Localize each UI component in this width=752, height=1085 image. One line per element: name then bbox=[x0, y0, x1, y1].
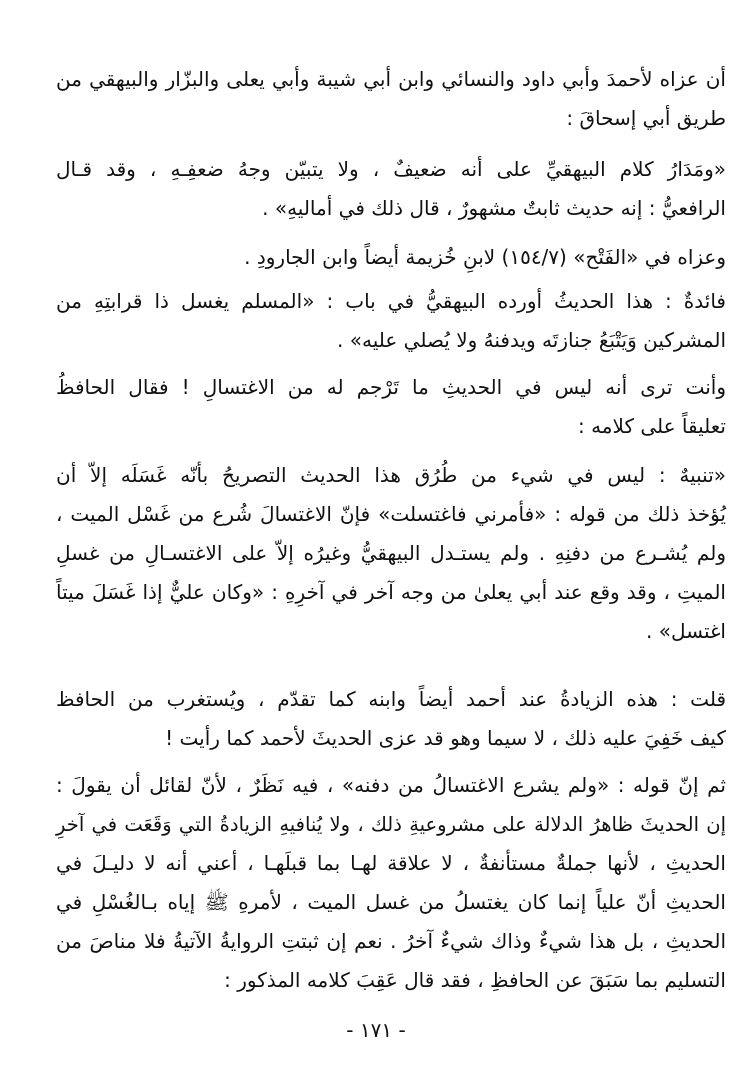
text-line: المشركين وَيَتْبَعُ جنازتَه ويدفنهُ ولا يُصلي عليه» . bbox=[337, 328, 726, 352]
paragraph-4 bbox=[56, 282, 726, 360]
text-line: ولم يُشـرع من دفنِهِ . ولم يستـدل البيهقيُّ وغيرُه إلاّ على الاغتسـالِ من غسلِ bbox=[56, 541, 726, 565]
paragraph-8 bbox=[56, 766, 726, 1000]
paragraph-3 bbox=[56, 238, 726, 277]
page-number: - ١٧١ - bbox=[346, 1018, 406, 1042]
text-line: طريق أبي إسحاقَ : bbox=[566, 106, 726, 130]
paragraph-5 bbox=[56, 368, 726, 446]
text-line: إن الحديثَ ظاهرُ الدلالة على مشروعيةِ ذلك ، ولا يُنافيهِ الزيادةُ التي وَقَعَت في آخرِ bbox=[56, 813, 726, 836]
text-line: الحديثِ ، بل هذا شيءٌ وذاك شيءٌ آخرُ . نعم إن ثبتتِ الروايةُ الآتيةُ فلا مناصَ من bbox=[56, 929, 726, 953]
text-line: كيف خَفِيَ عليه ذلك ، لا سيما وهو قد عزى الحديثَ لأحمد كما رأيت ! bbox=[165, 726, 726, 750]
text-line: الحديثِ ، لأنها جملةٌ مستأنفةٌ ، لا علاقة لهـا بما قبلَهـا ، أعني أنه لا دليـلَ في bbox=[56, 851, 726, 875]
text-line: الرافعيُّ : إنه حديث ثابتٌ مشهورٌ ، قال ذلك في أماليهِ» . bbox=[262, 196, 726, 220]
text-line: «تنبيهٌ : ليس في شيء من طُرُق هذا الحديث التصريحُ بأنّه غَسَلَه إلاّ أن bbox=[56, 463, 726, 487]
text-line: «ومَدَارُ كلام البيهقيِّ على أنه ضعيفٌ ، ولا يتبيّن وجهُ ضعفِـهِ ، وقد قـال bbox=[56, 157, 726, 181]
text-line: اغتسل» . bbox=[646, 619, 726, 643]
paragraph-2 bbox=[56, 150, 726, 228]
text-line: وأنت ترى أنه ليس في الحديثِ ما تَرْجم له من الاغتسالِ ! فقال الحافظُ bbox=[56, 375, 726, 399]
paragraph-1 bbox=[56, 60, 726, 138]
text-line: تعليقاً على كلامه : bbox=[577, 414, 726, 438]
text-line: قلت : هذه الزيادةُ عند أحمد أيضاً وابنه كما تقدّم ، ويُستغرب من الحافظ bbox=[56, 687, 726, 711]
text-line: فائدةٌ : هذا الحديثُ أورده البيهقيُّ في باب : «المسلم يغسل ذا قرابتِهِ من bbox=[56, 289, 726, 313]
text-line: ثم إنّ قوله : «ولم يشرع الاغتسالُ من دفنه» ، فيه نَظَرٌ ، لأنّ لقائل أن يقولَ : bbox=[56, 773, 726, 797]
paragraph-6 bbox=[56, 456, 726, 651]
text-line: أن عزاه لأحمدَ وأبي داود والنسائي وابن أبي شيبة وأبي يعلى والبزّار والبيهقي من bbox=[56, 67, 726, 91]
text-line: وعزاه في «الفَتْح» (١٥٤/٧) لابنِ خُزيمة أيضاً وابن الجارودِ . bbox=[244, 245, 726, 269]
text-line: الحديثِ أنّ علياً إنما كان يغتسلُ من غسل الميت ، لأمرهِ ﷺ إياه بـالغُسْلِ في bbox=[56, 890, 726, 914]
paragraph-7 bbox=[56, 680, 726, 758]
text-line: الميتِ ، وقد وقع عند أبي يعلىٰ من وجه آخر في آخرِهِ : «وكان عليٌّ إذا غَسَلَ ميتاً bbox=[56, 580, 726, 604]
text-line: يُؤخذ ذلك من قوله : «فأمرني فاغتسلت» فإنّ الاغتسالَ شُرع من غَسْل الميت ، bbox=[56, 502, 726, 526]
text-line: التسليم بما سَبَقَ عن الحافظِ ، فقد قال عَقِبَ كلامه المذكور : bbox=[224, 968, 726, 992]
